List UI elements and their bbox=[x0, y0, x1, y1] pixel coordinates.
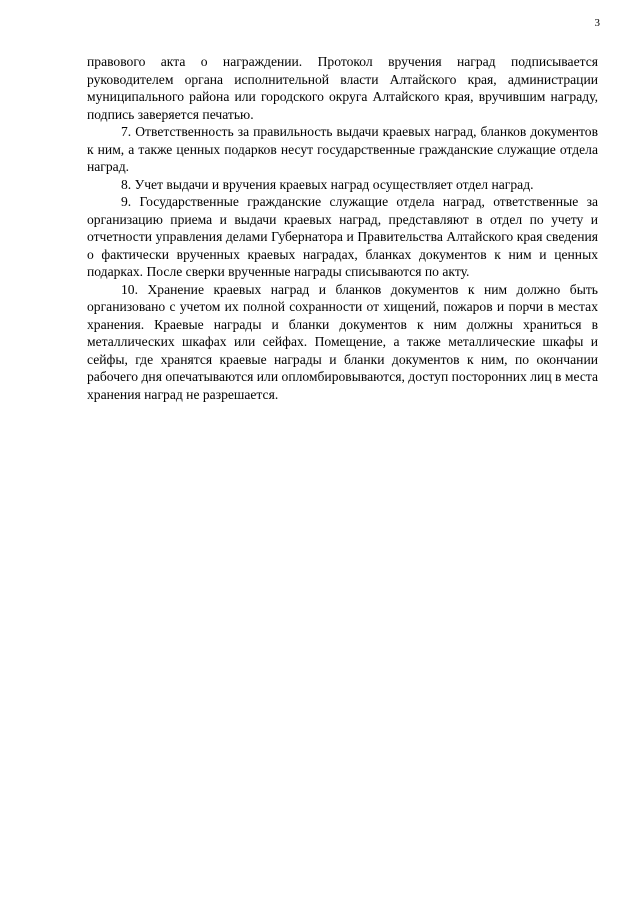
paragraph-10: 10. Хранение краевых наград и бланков документов к ним должно быть организовано с учетом их полной сохранности от хищений, пожаров и порчи в местах хранения. Краевые награды и бланки документов к ним должны храниться в металлических шкафах или сейфах. Помещение, а также металлические шкафы и сейфы, где хранятся краевые награды и бланки документов к ним, по окончании рабочего дня опечатываются или опломбировываются, доступ посторонних лиц в места хранения наград не разрешается. bbox=[87, 281, 598, 402]
paragraph-9: 9. Государственные гражданские служащие отдела наград, ответственные за организацию приема и выдачи краевых наград, представляют в отдел по учету и отчетности управления делами Губернатора и Правительства Алтайского края сведения о фактически врученных краевых наградах, бланках документов к ним и ценных подарках. После сверки врученные награды списываются по акту. bbox=[87, 194, 598, 279]
paragraph-7: 7. Ответственность за правильность выдачи краевых наград, бланков документов к ним, а также ценных подарков несут государственные гражданские служащие отдела наград. bbox=[87, 124, 598, 174]
document-body bbox=[87, 53, 598, 403]
paragraph-8: 8. Учет выдачи и вручения краевых наград осуществляет отдел наград. bbox=[121, 176, 534, 192]
page-number: 3 bbox=[594, 17, 600, 29]
paragraph-continuation: правового акта о награждении. Протокол вручения наград подписывается руководителем органа исполнительной власти Алтайского края, администрации муниципального района или городского округа Алтайского края, вручившим награду, подпись заверяется печатью. bbox=[87, 54, 598, 122]
